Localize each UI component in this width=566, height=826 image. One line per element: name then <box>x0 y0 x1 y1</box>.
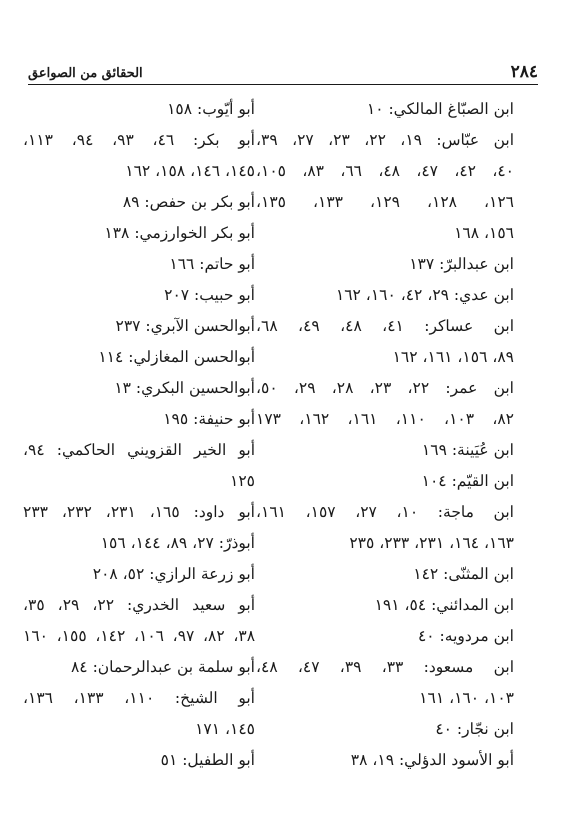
running-title: الحقائق من الصواعق <box>28 66 143 81</box>
index-entry-line: ١٦٣، ١٦٤، ٢٣١، ٢٣٣، ٢٣٥ <box>349 534 514 552</box>
index-entry-line: أبو بكر: ٤٦، ٩٣، ٩٤، ١١٣، <box>23 131 255 149</box>
index-entry-line: أبو سعيد الخدري: ٢٢، ٢٩، ٣٥، <box>23 596 256 614</box>
index-entry-line: ٤٠، ٤٢، ٤٧، ٤٨، ٦٦، ٨٣، ١٠٥، <box>256 162 514 180</box>
index-entry-line: أبو حاتم: ١٦٦ <box>169 255 255 273</box>
index-entry-line: ابن القيّم: ١٠٤ <box>421 472 514 490</box>
index-entry-line: ابن عبدالبرّ: ١٣٧ <box>409 255 514 273</box>
index-column-right <box>256 94 514 776</box>
index-entry-line: أبو سلمة بن عبدالرحمان: ٨٤ <box>70 658 255 676</box>
index-entry-line: أبو الشيخ: ١١٠، ١٣٣، ١٣٦، <box>23 689 255 707</box>
index-entry-line: ١٤٥، ١٤٦، ١٥٨، ١٦٢ <box>125 162 255 180</box>
index-entry-line: ابن عُيَينة: ١٦٩ <box>421 441 514 459</box>
index-entry-line: ابن مردويه: ٤٠ <box>417 627 514 645</box>
index-entry-line: أبو حنيفة: ١٩٥ <box>163 410 255 428</box>
index-entry-line: أبوالحسن المغازلي: ١١٤ <box>98 348 255 366</box>
index-entry-line: ابن عبّاس: ١٩، ٢٢، ٢٣، ٢٧، ٣٩، <box>256 131 515 149</box>
running-header <box>28 62 538 85</box>
index-entry-line: ابن مسعود: ٣٣، ٣٩، ٤٧، ٤٨، <box>256 658 515 676</box>
index-entry-line: ابن المدائني: ٥٤، ١٩١ <box>374 596 514 614</box>
index-entry-line: أبو الأسود الدؤلي: ١٩، ٣٨ <box>350 751 514 769</box>
index-entry-line: أبو أيّوب: ١٥٨ <box>167 100 255 118</box>
index-entry-line: ١٢٥ <box>230 472 255 490</box>
index-entry-line: ابن عمر: ٢٢، ٢٣، ٢٨، ٢٩، ٥٠، <box>256 379 514 397</box>
index-entry-line: أبو الخير القزويني الحاكمي: ٩٤، <box>23 441 255 459</box>
index-entry-line: أبوالحسين البكري: ١٣ <box>114 379 255 397</box>
index-entry-line: ٣٨، ٨٢، ٩٧، ١٠٦، ١٤٢، ١٥٥، ١٦٠ <box>23 627 256 645</box>
index-entry-line: أبوذرّ: ٢٧، ٨٩، ١٤٤، ١٥٦ <box>100 534 255 552</box>
index-entry-line: أبو زرعة الرازي: ٥٢، ٢٠٨ <box>92 565 255 583</box>
index-entry-line: ابن عساكر: ٤١، ٤٨، ٤٩، ٦٨، <box>256 317 515 335</box>
index-entry-line: أبو بكر بن حفص: ٨٩ <box>122 193 255 211</box>
index-column-left <box>23 94 255 776</box>
index-entry-line: ٨٢، ١٠٣، ١١٠، ١٦١، ١٦٢، ١٧٣ <box>256 410 514 428</box>
index-entry-line: ابن ماجة: ١٠، ٢٧، ١٥٧، ١٦١، <box>256 503 514 521</box>
index-entry-line: أبو داود: ١٦٥، ٢٣١، ٢٣٢، ٢٣٣ <box>23 503 255 521</box>
index-entry-line: ١٥٦، ١٦٨ <box>454 224 514 242</box>
index-entry-line: ابن عدي: ٢٩، ٤٢، ١٦٠، ١٦٢ <box>335 286 514 304</box>
index-entry-line: ١٢٦، ١٢٨، ١٢٩، ١٣٣، ١٣٥، <box>256 193 514 211</box>
index-entry-line: ١٤٥، ١٧١ <box>195 720 255 738</box>
index-entry-line: ٨٩، ١٥٦، ١٦١، ١٦٢ <box>392 348 514 366</box>
index-entry-line: ١٠٣، ١٦٠، ١٦١ <box>419 689 514 707</box>
index-entry-line: ابن الصبّاغ المالكي: ١٠ <box>366 100 514 118</box>
page-number: ٢٨٤ <box>510 62 538 82</box>
index-entry-line: ابن المثنّى: ١٤٢ <box>413 565 514 583</box>
index-entry-line: أبوالحسن الآبري: ٢٣٧ <box>115 317 255 335</box>
index-entry-line: ابن نجّار: ٤٠ <box>435 720 514 738</box>
index-entry-line: أبو الطفيل: ٥١ <box>160 751 255 769</box>
index-entry-line: أبو بكر الخوارزمي: ١٣٨ <box>104 224 255 242</box>
index-entry-line: أبو حبيب: ٢٠٧ <box>164 286 255 304</box>
